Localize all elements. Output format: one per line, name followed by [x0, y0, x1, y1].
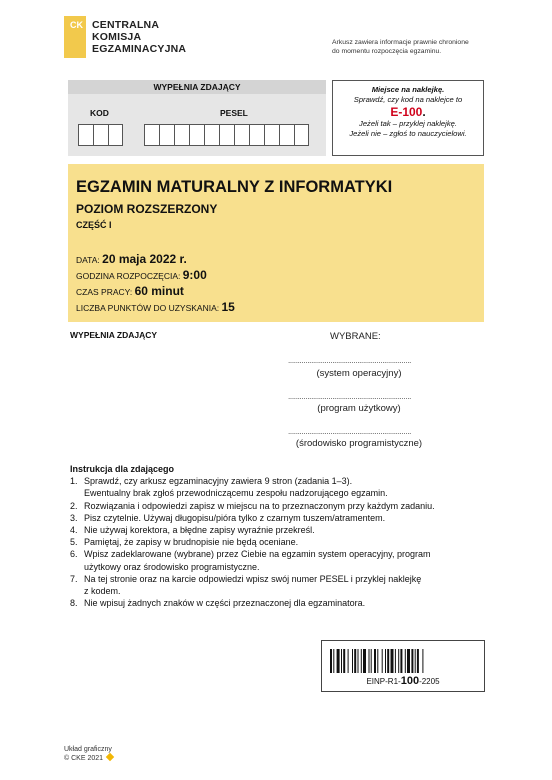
- instruction-number: 8.: [70, 598, 78, 609]
- instructions-title: Instrukcja dla zdającego: [70, 464, 175, 474]
- barcode-bar: [369, 649, 370, 673]
- barcode-bar: [374, 649, 376, 673]
- footer-copyright: © CKE 2021: [64, 755, 104, 762]
- barcode-bar: [415, 649, 416, 673]
- exam-date-row: [76, 252, 187, 266]
- instruction-text: Nie używaj korektora, a błędne zapisy wyraźnie przekreśl.: [84, 525, 315, 536]
- pesel-label: PESEL: [220, 108, 248, 118]
- instruction-text: Rozwiązania i odpowiedzi zapisz w miejscu na to przeznaczonym przy każdym zadaniu.: [84, 500, 435, 511]
- ide-input-line[interactable]: ................................................................: [288, 427, 412, 436]
- instruction-item: [70, 524, 435, 536]
- instruction-item: [70, 536, 435, 548]
- barcode-code: [322, 675, 484, 687]
- sticker-area[interactable]: [332, 80, 484, 156]
- logo-mark: [64, 16, 86, 58]
- instruction-text: z kodem.: [84, 586, 121, 597]
- instruction-text: użytkowy oraz środowisko programistyczne.: [84, 561, 260, 572]
- exam-info-panel: [68, 164, 484, 322]
- barcode-bar: [361, 649, 362, 673]
- instruction-number: 6.: [70, 549, 78, 560]
- chosen-label: WYBRANE:: [330, 331, 381, 342]
- barcode-number: 100: [400, 675, 420, 687]
- instruction-text: Pisz czytelnie. Używaj długopisu/pióra tylko z czarnym tuszem/atramentem.: [84, 512, 386, 523]
- student-id-box: [68, 80, 326, 156]
- instructions: [70, 463, 435, 609]
- instructions-list: [70, 475, 435, 609]
- pesel-cell[interactable]: [144, 124, 159, 146]
- exam-date-value: 20 maja 2022 r.: [102, 252, 187, 266]
- instruction-item: [70, 475, 435, 499]
- barcode-bar: [422, 649, 423, 673]
- cke-logo: [64, 16, 186, 58]
- instruction-text: Sprawdź, czy arkusz egzaminacyjny zawiera 9 stron (zadania 1–3).: [84, 476, 353, 487]
- instruction-item: [70, 500, 435, 512]
- pesel-cell[interactable]: [174, 124, 189, 146]
- instruction-number: 7.: [70, 573, 78, 584]
- app-caption: (program użytkowy): [317, 403, 401, 414]
- barcode-bar: [391, 649, 394, 673]
- os-caption: (system operacyjny): [316, 368, 402, 379]
- instruction-item: [70, 597, 435, 609]
- pesel-cell[interactable]: [234, 124, 249, 146]
- instruction-number: 1.: [70, 476, 78, 487]
- barcode-bar: [333, 649, 334, 673]
- instruction-number: 3.: [70, 512, 78, 523]
- logo-line-2: KOMISJA: [92, 31, 142, 43]
- exam-level: POZIOM ROZSZERZONY: [76, 202, 218, 216]
- exam-start-row: [76, 268, 207, 282]
- instruction-number: 2.: [70, 500, 78, 511]
- app-input-line[interactable]: ................................................................: [288, 392, 412, 401]
- barcode-bar: [371, 649, 372, 673]
- barcode-bar: [337, 649, 340, 673]
- barcode-bar: [395, 649, 396, 673]
- confidentiality-note: [332, 38, 469, 56]
- instruction-number: 4.: [70, 525, 78, 536]
- instruction-item: [70, 573, 435, 597]
- exam-title: EGZAMIN MATURALNY Z INFORMATYKI: [76, 178, 393, 196]
- barcode-bar: [411, 649, 413, 673]
- barcode-bar: [398, 649, 399, 673]
- barcode-bar: [352, 649, 353, 673]
- sticker-code-suffix: .: [422, 105, 426, 119]
- barcode-bar: [407, 649, 410, 673]
- barcode-bar: [400, 649, 402, 673]
- barcode-bar: [382, 649, 383, 673]
- exam-duration-row: [76, 284, 184, 298]
- sticker-check-text: Sprawdź, czy kod na naklejce to: [353, 95, 463, 104]
- pesel-cell[interactable]: [294, 124, 309, 146]
- confidentiality-note-line-2: do momentu rozpoczęcia egzaminu.: [332, 48, 442, 55]
- diamond-icon: [106, 753, 114, 761]
- pesel-cell[interactable]: [204, 124, 219, 146]
- barcode-suffix: -2205: [419, 677, 440, 686]
- sticker-yes-text: Jeżeli tak – przyklej naklejkę.: [359, 119, 457, 128]
- exam-points-value: 15: [221, 300, 235, 314]
- barcode-bar: [377, 649, 378, 673]
- kod-label: KOD: [90, 108, 109, 118]
- instruction-item: [70, 512, 435, 524]
- logo-text: [92, 19, 186, 55]
- sticker-no-text: Jeżeli nie – zgłoś to nauczycielowi.: [349, 129, 467, 138]
- barcode-bar: [343, 649, 345, 673]
- pesel-field[interactable]: [144, 124, 309, 146]
- exam-start-value: 9:00: [182, 268, 207, 282]
- instruction-text: Nie wpisuj żadnych znaków w części przeznaczonej dla egzaminatora.: [84, 598, 366, 609]
- instruction-number: 5.: [70, 537, 78, 548]
- exam-part: CZĘŚĆ I: [76, 220, 112, 230]
- student-box-header: WYPEŁNIA ZDAJĄCY: [68, 80, 326, 94]
- pesel-cell[interactable]: [189, 124, 204, 146]
- barcode-bar: [354, 649, 356, 673]
- sticker-code: [333, 105, 483, 119]
- instruction-item: [70, 548, 435, 572]
- barcode-bar: [417, 649, 419, 673]
- pesel-cell[interactable]: [219, 124, 234, 146]
- barcode-bar: [330, 649, 332, 673]
- barcode-box: [321, 640, 485, 692]
- barcode-bar: [348, 649, 349, 673]
- barcode-bar: [385, 649, 386, 673]
- pesel-cell[interactable]: [159, 124, 174, 146]
- logo-mark-text: CK: [70, 20, 83, 30]
- barcode-bar: [363, 649, 366, 673]
- instruction-text: Ewentualny brak zgłoś przewodniczącemu zespołu nadzorującego egzamin.: [84, 488, 388, 499]
- pesel-cell[interactable]: [249, 124, 264, 146]
- footer: [64, 745, 113, 763]
- os-input-line[interactable]: ................................................................: [288, 356, 412, 365]
- exam-date-label: DATA:: [76, 255, 103, 265]
- logo-line-1: CENTRALNA: [92, 19, 160, 31]
- barcode-bar: [358, 649, 359, 673]
- footer-line-2: [64, 754, 113, 763]
- footer-line-1: Układ graficzny: [64, 746, 112, 753]
- kod-cell[interactable]: [108, 124, 123, 146]
- selection-header: WYPEŁNIA ZDAJĄCY: [70, 330, 158, 340]
- pesel-cell[interactable]: [279, 124, 294, 146]
- kod-cell[interactable]: [93, 124, 108, 146]
- confidentiality-note-line-1: Arkusz zawiera informacje prawnie chronione: [332, 39, 469, 46]
- exam-points-label: LICZBA PUNKTÓW DO UZYSKANIA:: [76, 303, 222, 313]
- ide-caption: (środowisko programistyczne): [295, 438, 423, 449]
- barcode-image: [330, 649, 478, 673]
- sticker-code-value: E-100: [390, 105, 423, 119]
- kod-cell[interactable]: [78, 124, 93, 146]
- barcode-bar: [341, 649, 342, 673]
- barcode-bar: [405, 649, 406, 673]
- instruction-text: Na tej stronie oraz na karcie odpowiedzi wpisz swój numer PESEL i przyklej naklejkę: [84, 573, 422, 584]
- logo-line-3: EGZAMINACYJNA: [92, 43, 187, 55]
- exam-start-label: GODZINA ROZPOCZĘCIA:: [76, 271, 183, 281]
- exam-points-row: [76, 300, 235, 314]
- kod-field[interactable]: [78, 124, 123, 146]
- barcode-prefix: EINP-R1-: [366, 677, 401, 686]
- instruction-text: Wpisz zadeklarowane (wybrane) przez Ciebie na egzamin system operacyjny, program: [84, 549, 431, 560]
- exam-duration-value: 60 minut: [134, 284, 184, 298]
- pesel-cell[interactable]: [264, 124, 279, 146]
- instruction-text: Pamiętaj, że zapisy w brudnopisie nie będą oceniane.: [84, 537, 299, 548]
- sticker-title: Miejsce na naklejkę.: [371, 85, 445, 94]
- barcode-bar: [387, 649, 389, 673]
- exam-duration-label: CZAS PRACY:: [76, 287, 135, 297]
